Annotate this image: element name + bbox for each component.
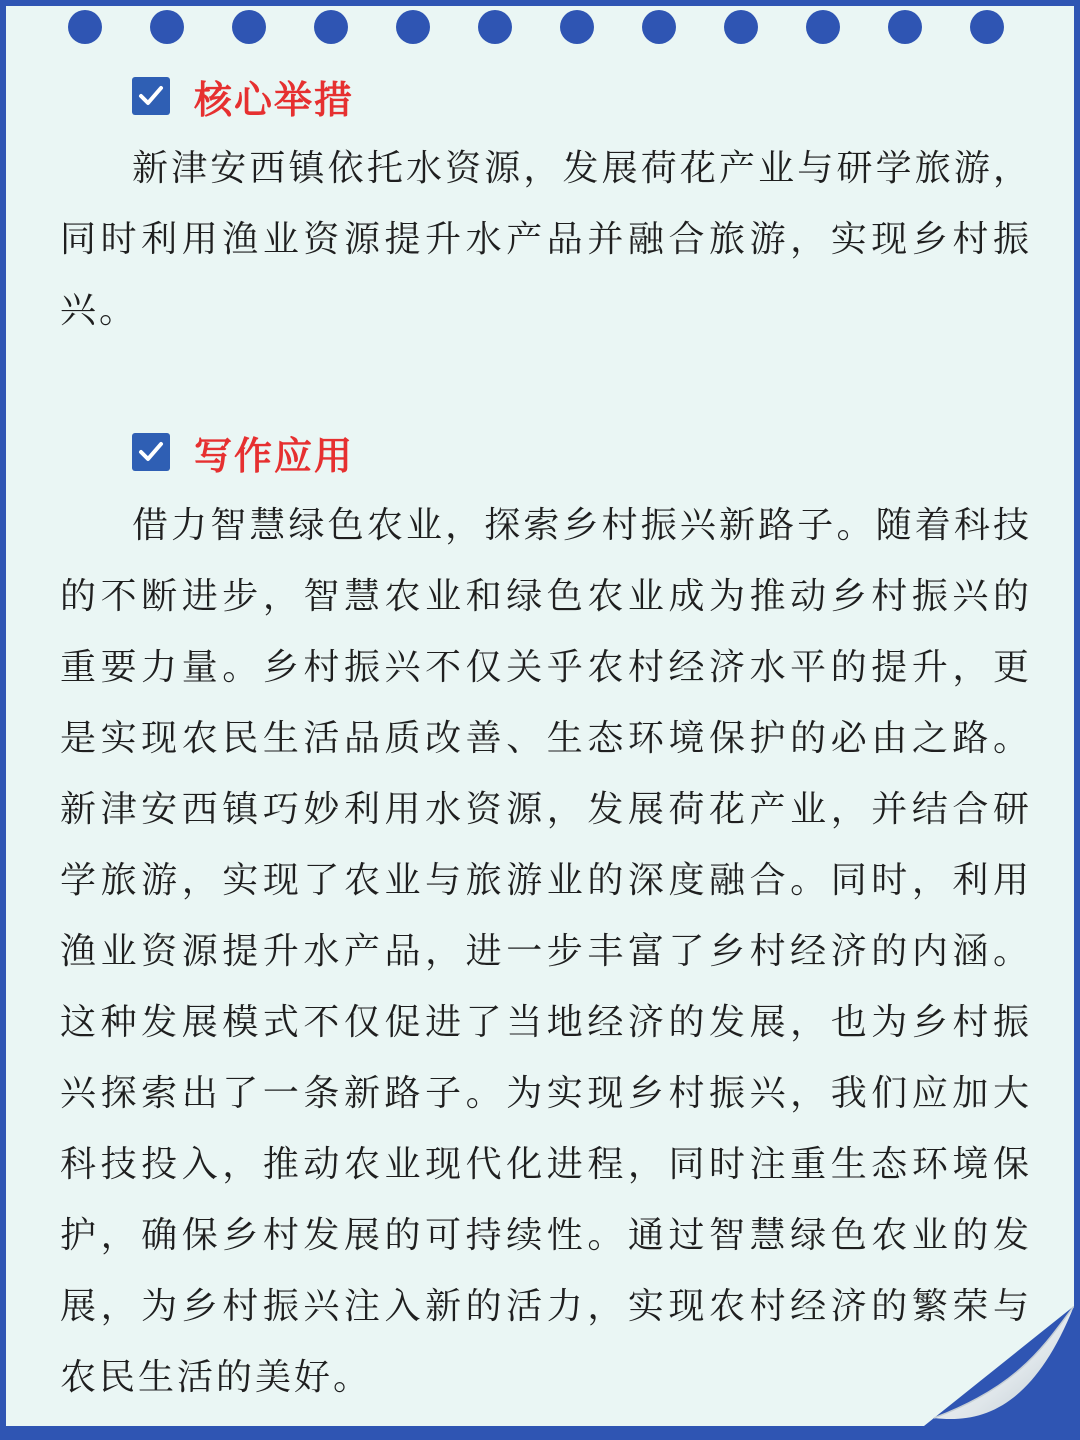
note-sheet [6,6,1074,1426]
section-title: 写作应用 [194,433,355,478]
checkbox-checked-icon [132,77,170,115]
section-title: 核心举措 [194,77,355,122]
checkbox-checked-icon [132,433,170,471]
binder-hole-icon [642,10,676,44]
binder-hole-icon [314,10,348,44]
binder-hole-icon [68,10,102,44]
binder-hole-icon [150,10,184,44]
page-curl-icon [924,1306,1074,1426]
binder-holes [6,6,1074,50]
binder-hole-icon [970,10,1004,44]
binder-hole-icon [724,10,758,44]
binder-hole-icon [560,10,594,44]
section-body: 借力智慧绿色农业，探索乡村振兴新路子。随着科技的不断进步，智慧农业和绿色农业成为推动乡村振兴的重要力量。乡村振兴不仅关乎农村经济水平的提升，更是实现农民生活品质改善、生态环境保护的必由之路。新津安西镇巧妙利用水资源，发展荷花产业，并结合研学旅游，实现了农业与旅游业的深度融合。同时，利用渔业资源提升水产品，进一步丰富了乡村经济的内涵。这种发展模式不仅促进了当地经济的发展，也为乡村振兴探索出了一条新路子。为实现乡村振兴，我们应加大科技投入，推动农业现代化进程，同时注重生态环境保护，确保乡村发展的可持续性。通过智慧绿色农业的发展，为乡村振兴注入新的活力，实现农村经济的繁荣与农民生活的美好。 [60,505,1032,1398]
binder-hole-icon [396,10,430,44]
binder-hole-icon [478,10,512,44]
binder-hole-icon [806,10,840,44]
binder-hole-icon [888,10,922,44]
section-body: 新津安西镇依托水资源，发展荷花产业与研学旅游，同时利用渔业资源提升水产品并融合旅游，实现乡村振兴。 [60,148,1032,331]
binder-hole-icon [232,10,266,44]
section-header-writing-application [132,428,354,476]
section-header-core-measures [132,72,354,120]
